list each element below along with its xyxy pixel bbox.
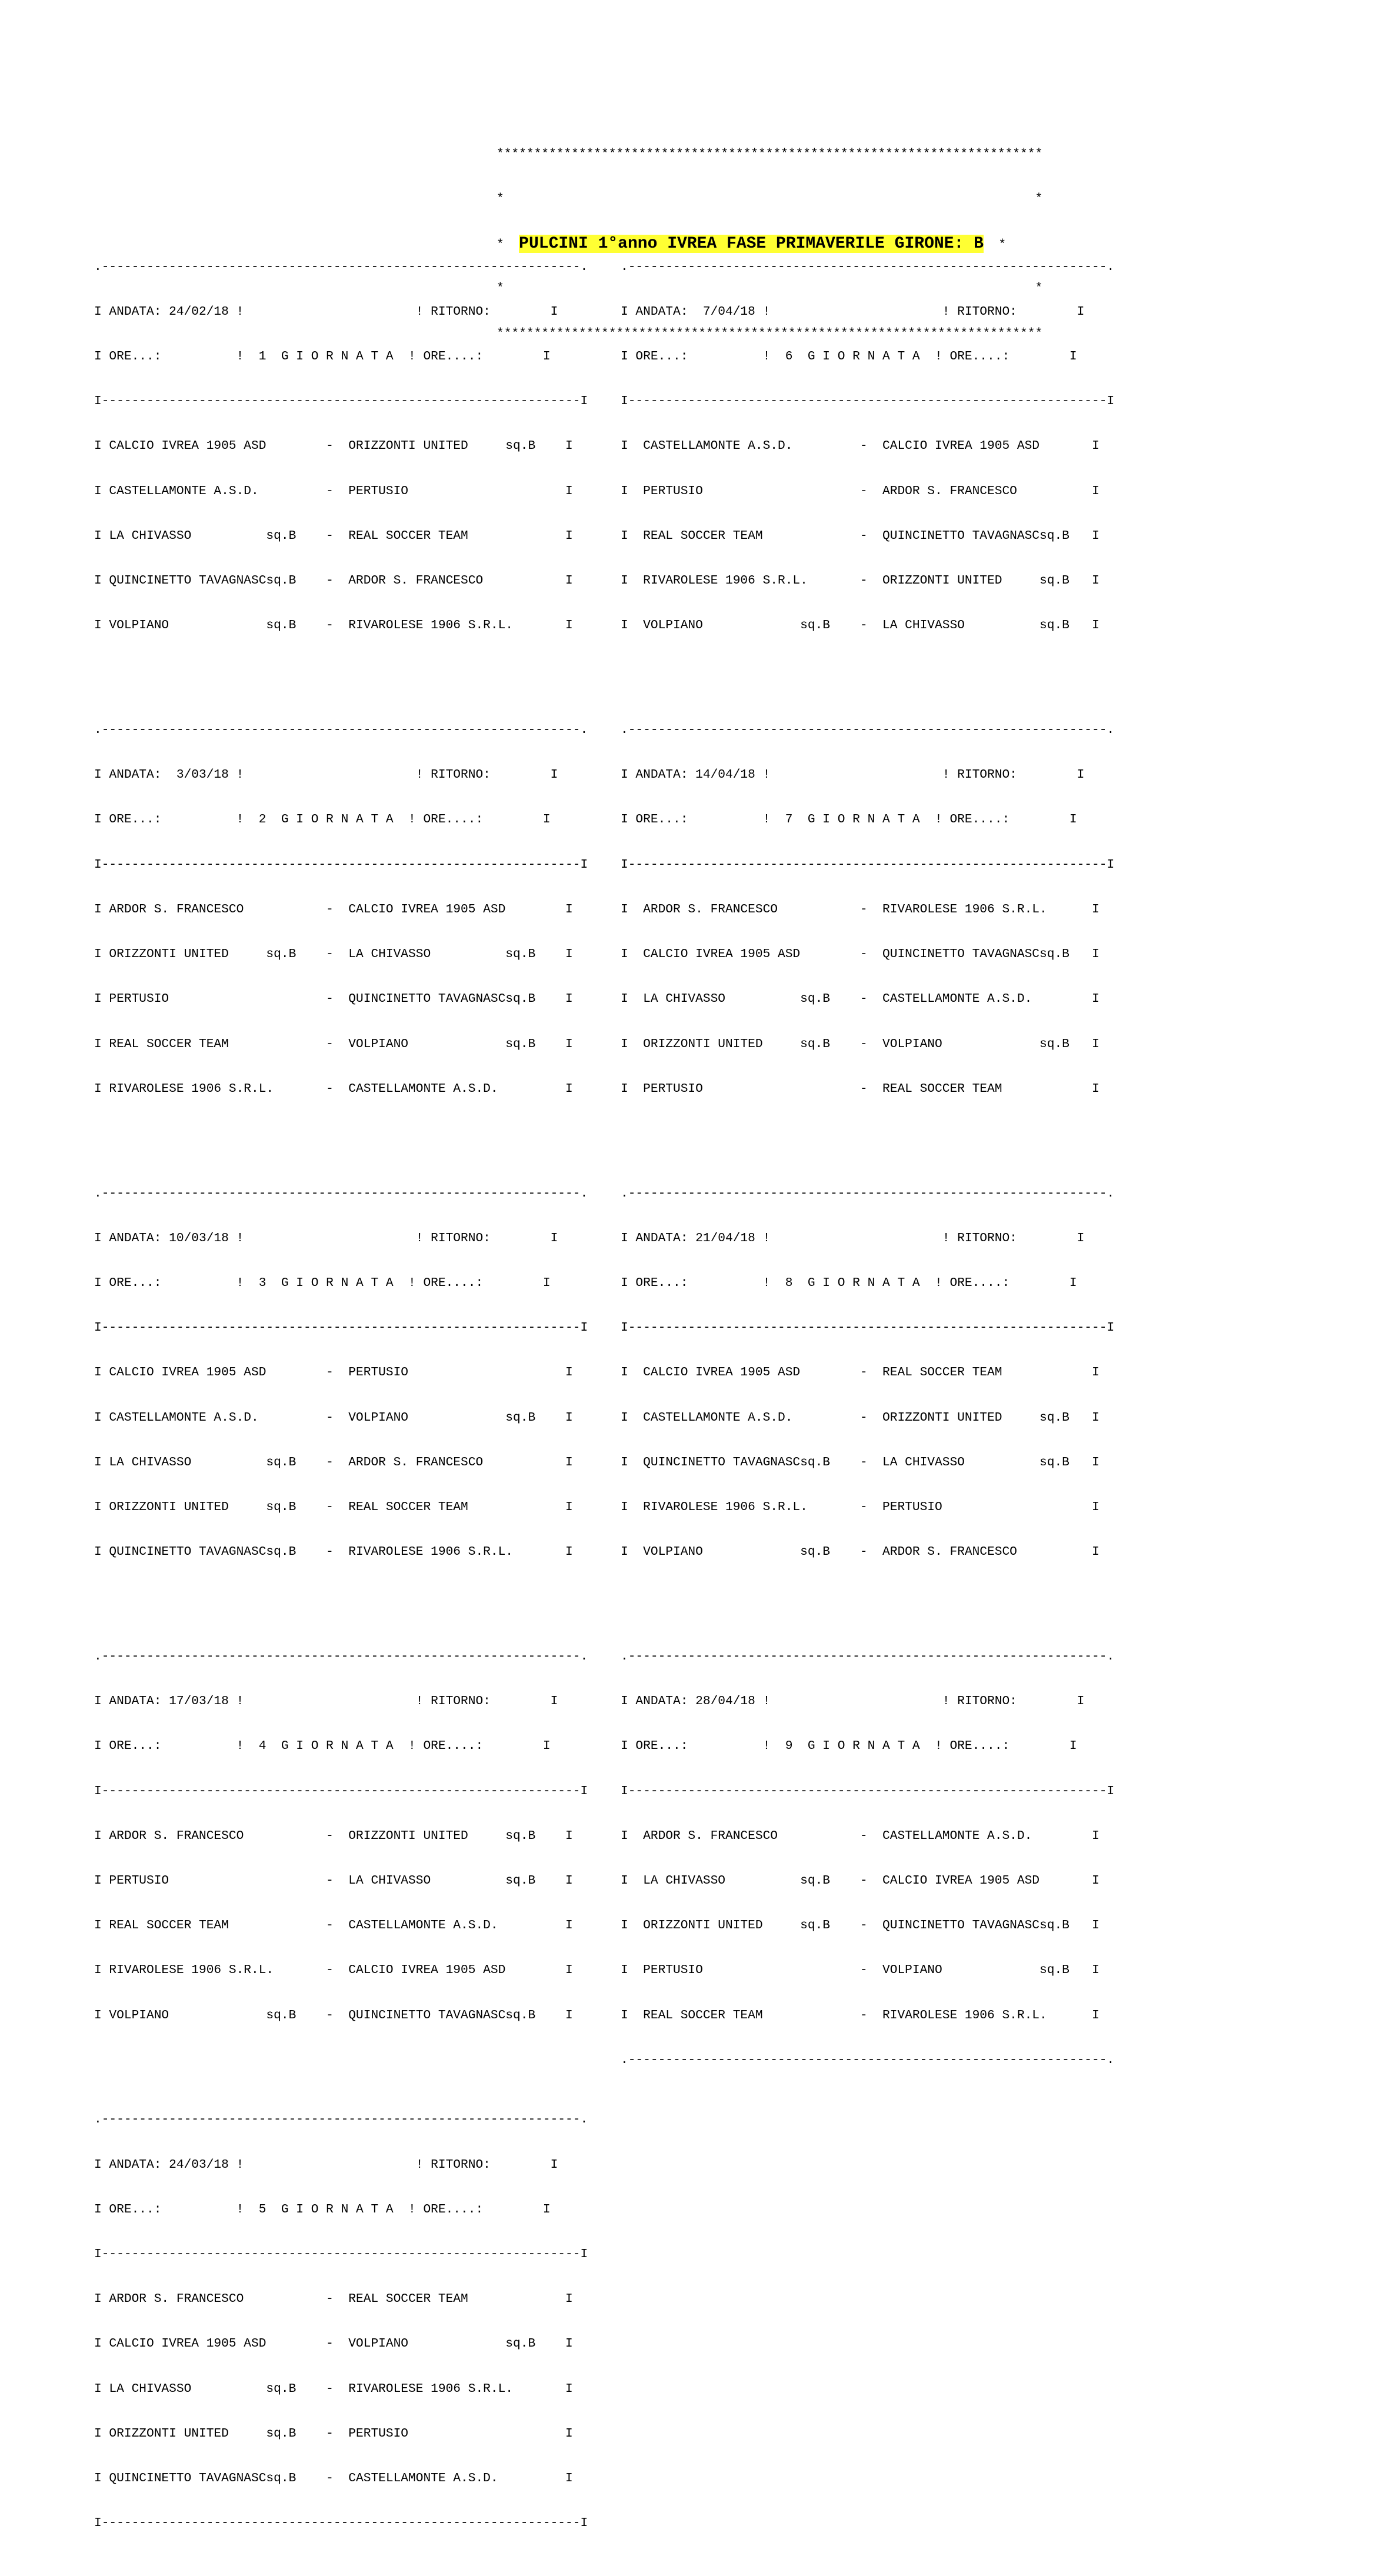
giornata-block-7 [621,693,1114,1127]
match-row: I VOLPIANO sq.B - QUINCINETTO TAVAGNASCsq.B I [94,2008,573,2022]
match-row: I QUINCINETTO TAVAGNASCsq.B - RIVAROLESE 1906 S.R.L. I [94,1545,573,1559]
giornata-block-2 [94,693,588,1127]
banner-title: PULCINI 1°anno IVREA FASE PRIMAVERILE GIRONE: B [519,235,984,254]
block-top-border: .----------------------------------------------------------------. [94,259,588,274]
banner-star-row-top: * * [497,192,1043,206]
match-row: I REAL SOCCER TEAM - RIVAROLESE 1906 S.R.L. I [621,2008,1100,2022]
match-row: I CALCIO IVREA 1905 ASD - PERTUSIO I [94,1365,573,1380]
match-row: I LA CHIVASSO sq.B - ARDOR S. FRANCESCO I [94,1455,573,1469]
andata-line: I ANDATA: 21/04/18 ! ! RITORNO: I [621,1231,1085,1245]
banner-title-prefix: * [497,238,519,252]
giornata-block-6 [621,230,1114,664]
right-column [621,200,1114,2112]
andata-line: I ANDATA: 7/04/18 ! ! RITORNO: I [621,304,1085,319]
match-row: I QUINCINETTO TAVAGNASCsq.B - LA CHIVASSO sq.B I [621,1455,1100,1469]
match-row: I PERTUSIO - REAL SOCCER TEAM I [621,1081,1100,1096]
match-row: I LA CHIVASSO sq.B - REAL SOCCER TEAM I [94,528,573,543]
header-separator: I----------------------------------------------------------------I [94,2247,588,2262]
giornata-block-4 [94,1619,588,2053]
match-row: I PERTUSIO - LA CHIVASSO sq.B I [94,1874,573,1888]
ore-line: I ORE...: ! 3 G I O R N A T A ! ORE....: I [94,1275,551,1290]
match-row: I REAL SOCCER TEAM - CASTELLAMONTE A.S.D. I [94,1918,573,1933]
block-bottom-border: I----------------------------------------------------------------I [94,2516,588,2531]
match-row: I CASTELLAMONTE A.S.D. - PERTUSIO I [94,484,573,498]
block-top-border: .----------------------------------------------------------------. [621,259,1115,274]
andata-line: I ANDATA: 28/04/18 ! ! RITORNO: I [621,1694,1085,1709]
match-row: I ARDOR S. FRANCESCO - CALCIO IVREA 1905 ASD I [94,902,573,917]
header-separator: I----------------------------------------------------------------I [94,857,588,872]
block-top-border: .----------------------------------------------------------------. [94,723,588,738]
header-separator: I----------------------------------------------------------------I [94,1321,588,1335]
match-row: I QUINCINETTO TAVAGNASCsq.B - CASTELLAMONTE A.S.D. I [94,2471,573,2486]
match-row: I LA CHIVASSO sq.B - CASTELLAMONTE A.S.D. I [621,992,1100,1007]
header-separator: I----------------------------------------------------------------I [621,857,1115,872]
andata-line: I ANDATA: 14/04/18 ! ! RITORNO: I [621,768,1085,782]
match-row: I RIVAROLESE 1906 S.R.L. - CALCIO IVREA 1905 ASD I [94,1963,573,1978]
match-row: I ARDOR S. FRANCESCO - REAL SOCCER TEAM I [94,2292,573,2307]
match-row: I REAL SOCCER TEAM - VOLPIANO sq.B I [94,1037,573,1051]
banner-star-row-bottom: * * [497,281,1043,296]
banner-title-suffix: * [983,238,1007,252]
match-row: I CASTELLAMONTE A.S.D. - ORIZZONTI UNITED sq.B I [621,1410,1100,1425]
match-row: I CALCIO IVREA 1905 ASD - QUINCINETTO TAVAGNASCsq.B I [621,947,1100,962]
ore-line: I ORE...: ! 7 G I O R N A T A ! ORE....: I [621,812,1077,827]
match-row: I LA CHIVASSO sq.B - RIVAROLESE 1906 S.R.L. I [94,2381,573,2396]
ore-line: I ORE...: ! 6 G I O R N A T A ! ORE....: I [621,349,1077,364]
match-row: I RIVAROLESE 1906 S.R.L. - ORIZZONTI UNITED sq.B I [621,574,1100,588]
match-row: I CALCIO IVREA 1905 ASD - VOLPIANO sq.B I [94,2337,573,2351]
ore-line: I ORE...: ! 9 G I O R N A T A ! ORE....: I [621,1739,1077,1754]
header-separator: I----------------------------------------------------------------I [621,1321,1115,1335]
match-row: I PERTUSIO - VOLPIANO sq.B I [621,1963,1100,1978]
match-row: I VOLPIANO sq.B - RIVAROLESE 1906 S.R.L. I [94,618,573,633]
match-row: I VOLPIANO sq.B - ARDOR S. FRANCESCO I [621,1545,1100,1559]
block-top-border: .----------------------------------------------------------------. [94,1186,588,1201]
match-row: I RIVAROLESE 1906 S.R.L. - PERTUSIO I [621,1499,1100,1514]
giornata-block-8 [621,1157,1114,1590]
match-row: I ORIZZONTI UNITED sq.B - PERTUSIO I [94,2426,573,2441]
match-row: I VOLPIANO sq.B - LA CHIVASSO sq.B I [621,618,1100,633]
left-column [94,200,588,2576]
block-top-border: .----------------------------------------------------------------. [621,1186,1115,1201]
andata-line: I ANDATA: 3/03/18 ! ! RITORNO: I [94,768,558,782]
match-row: I PERTUSIO - ARDOR S. FRANCESCO I [621,484,1100,498]
ore-line: I ORE...: ! 1 G I O R N A T A ! ORE....: I [94,349,551,364]
ore-line: I ORE...: ! 5 G I O R N A T A ! ORE....: I [94,2202,551,2217]
match-row: I CASTELLAMONTE A.S.D. - CALCIO IVREA 1905 ASD I [621,439,1100,454]
block-top-border: .----------------------------------------------------------------. [94,2112,588,2127]
banner-stars-top: ************************************************************************* [497,146,1043,161]
andata-line: I ANDATA: 10/03/18 ! ! RITORNO: I [94,1231,558,1245]
header-separator: I----------------------------------------------------------------I [94,394,588,409]
match-row: I ARDOR S. FRANCESCO - RIVAROLESE 1906 S.R.L. I [621,902,1100,917]
giornata-block-3 [94,1157,588,1590]
block-top-border: .----------------------------------------------------------------. [621,1649,1115,1664]
match-row: I ARDOR S. FRANCESCO - ORIZZONTI UNITED sq.B I [94,1828,573,1843]
match-row: I CALCIO IVREA 1905 ASD - REAL SOCCER TEAM I [621,1365,1100,1380]
header-separator: I----------------------------------------------------------------I [621,394,1115,409]
andata-line: I ANDATA: 24/03/18 ! ! RITORNO: I [94,2157,558,2172]
ore-line: I ORE...: ! 8 G I O R N A T A ! ORE....: I [621,1275,1077,1290]
giornata-block-1 [94,230,588,664]
giornata-block-5 [94,2083,588,2561]
banner-stars-bottom: ************************************************************************* [497,326,1043,341]
andata-line: I ANDATA: 17/03/18 ! ! RITORNO: I [94,1694,558,1709]
block-top-border: .----------------------------------------------------------------. [94,1649,588,1664]
match-row: I CASTELLAMONTE A.S.D. - VOLPIANO sq.B I [94,1410,573,1425]
header-separator: I----------------------------------------------------------------I [94,1784,588,1798]
match-row: I REAL SOCCER TEAM - QUINCINETTO TAVAGNASCsq.B I [621,528,1100,543]
match-row: I ORIZZONTI UNITED sq.B - REAL SOCCER TEAM I [94,1499,573,1514]
match-row: I ORIZZONTI UNITED sq.B - VOLPIANO sq.B I [621,1037,1100,1051]
match-row: I ORIZZONTI UNITED sq.B - QUINCINETTO TAVAGNASCsq.B I [621,1918,1100,1933]
andata-line: I ANDATA: 24/02/18 ! ! RITORNO: I [94,304,558,319]
ore-line: I ORE...: ! 2 G I O R N A T A ! ORE....: I [94,812,551,827]
match-row: I PERTUSIO - QUINCINETTO TAVAGNASCsq.B I [94,992,573,1007]
header-separator: I----------------------------------------------------------------I [621,1784,1115,1798]
match-row: I QUINCINETTO TAVAGNASCsq.B - ARDOR S. FRANCESCO I [94,574,573,588]
match-row: I CALCIO IVREA 1905 ASD - ORIZZONTI UNITED sq.B I [94,439,573,454]
match-row: I RIVAROLESE 1906 S.R.L. - CASTELLAMONTE A.S.D. I [94,1081,573,1096]
match-row: I ARDOR S. FRANCESCO - CASTELLAMONTE A.S.D. I [621,1828,1100,1843]
match-row: I LA CHIVASSO sq.B - CALCIO IVREA 1905 ASD I [621,1874,1100,1888]
giornata-block-9 [621,1619,1114,2098]
ore-line: I ORE...: ! 4 G I O R N A T A ! ORE....: I [94,1739,551,1754]
block-bottom-border: .----------------------------------------------------------------. [621,2052,1115,2067]
block-top-border: .----------------------------------------------------------------. [621,723,1115,738]
match-row: I ORIZZONTI UNITED sq.B - LA CHIVASSO sq.B I [94,947,573,962]
